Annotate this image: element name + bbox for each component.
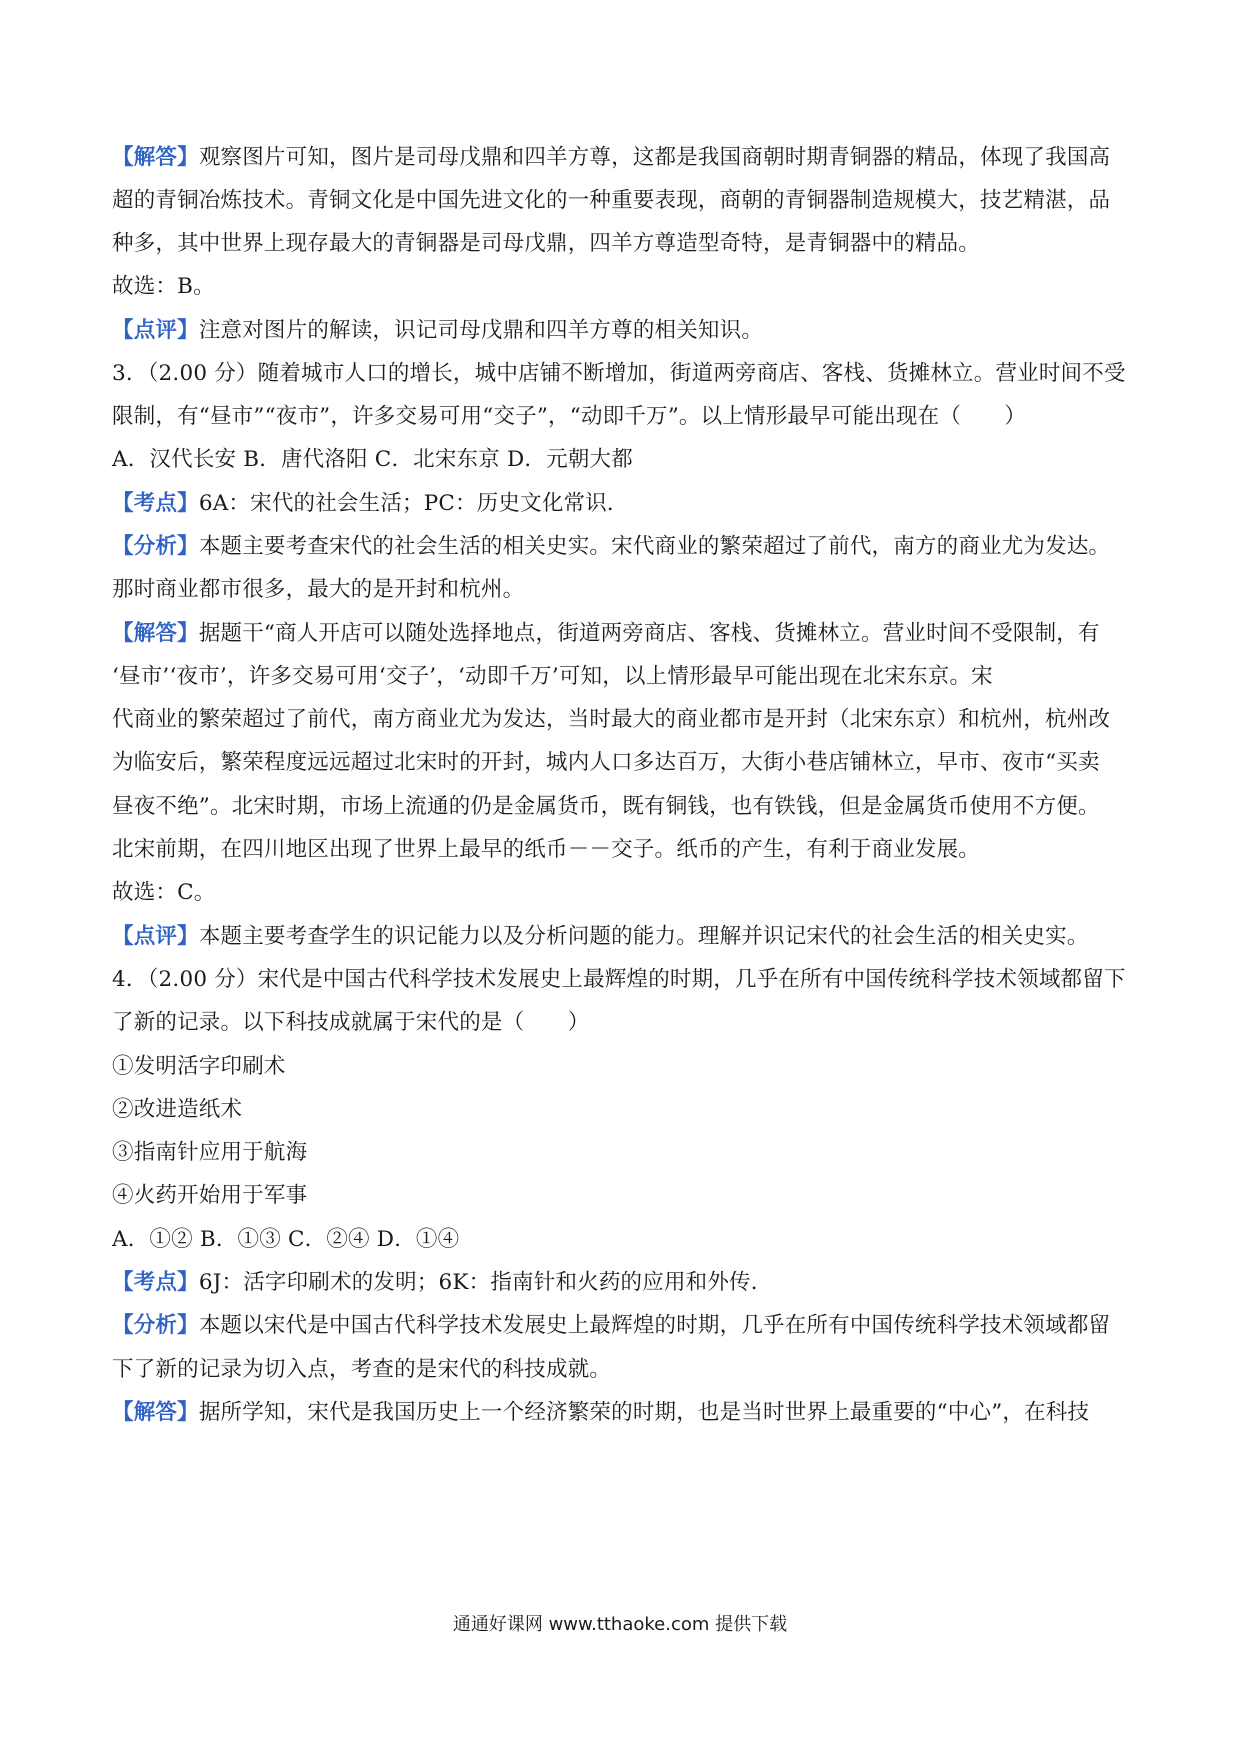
line-text: 下了新的记录为切入点，考查的是宋代的科技成就。 <box>112 1357 612 1382</box>
section-tag: 【考点】 <box>112 491 199 516</box>
line-text: 种多，其中世界上现存最大的青铜器是司母戊鼎，四羊方尊造型奇特，是青铜器中的精品。 <box>112 231 981 256</box>
line <box>112 1268 1132 1298</box>
line-text: 那时商业都市很多，最大的是开封和杭州。 <box>112 577 525 602</box>
line-text: 4．（2.00 分）宋代是中国古代科学技术发展史上最辉煌的时期，几乎在所有中国传统科学技术领域都留下 <box>112 967 1126 992</box>
line-text: 昼夜不绝”。北宋时期，市场上流通的仍是金属货币，既有铜钱，也有铁钱，但是金属货币使用不方便。 <box>112 794 1100 819</box>
section-tag: 【分析】 <box>112 534 199 559</box>
section-tag: 【点评】 <box>112 924 199 949</box>
line-text: 为临安后，繁荣程度远远超过北宋时的开封，城内人口多达百万，大街小巷店铺林立，早市、夜市“买卖 <box>112 750 1100 775</box>
line <box>112 1008 1132 1038</box>
line <box>112 922 1132 952</box>
line-text: 超的青铜冶炼技术。青铜文化是中国先进文化的一种重要表现，商朝的青铜器制造规模大，技艺精湛，品 <box>112 188 1111 213</box>
line-text: 限制，有“昼市”“夜市”，许多交易可用“交子”，“动即千万”。以上情形最早可能出现在（ ） <box>112 404 1027 429</box>
line-text: 北宋前期，在四川地区出现了世界上最早的纸币－－交子。纸币的产生，有利于商业发展。 <box>112 837 981 862</box>
line-text: A．汉代长安 B．唐代洛阳 C．北宋东京 D．元朝大都 <box>112 447 633 472</box>
line <box>112 1095 1132 1125</box>
line <box>112 445 1132 475</box>
line <box>112 229 1132 259</box>
section-tag: 【考点】 <box>112 1270 199 1295</box>
line <box>112 748 1132 778</box>
line-text: 本题主要考查宋代的社会生活的相关史实。宋代商业的繁荣超过了前代，南方的商业尤为发达。 <box>198 534 1111 559</box>
line-text: 本题主要考查学生的识记能力以及分析问题的能力。理解并识记宋代的社会生活的相关史实。 <box>198 924 1089 949</box>
section-tag: 【点评】 <box>112 318 199 343</box>
section-tag: 【解答】 <box>112 621 199 646</box>
line-text: 据所学知，宋代是我国历史上一个经济繁荣的时期，也是当时世界上最重要的“中心”，在科技 <box>198 1400 1090 1425</box>
line-text: 故选：B。 <box>112 274 215 299</box>
line-text: 故选：C。 <box>112 880 216 905</box>
line-text: 了新的记录。以下科技成就属于宋代的是（ ） <box>112 1010 590 1035</box>
line-text: 6A：宋代的社会生活；PC：历史文化常识． <box>198 491 629 516</box>
line-text: ③指南针应用于航海 <box>112 1140 308 1165</box>
line <box>112 835 1132 865</box>
page-footer: 通通好课网 www.tthaoke.com 提供下载 <box>452 1614 788 1635</box>
line-text: ②改进造纸术 <box>112 1097 243 1122</box>
line-text: ①发明活字印刷术 <box>112 1054 286 1079</box>
line <box>112 1311 1132 1341</box>
line <box>112 1052 1132 1082</box>
line <box>112 575 1132 605</box>
line <box>112 186 1132 216</box>
line-text: 据题干“商人开店可以随处选择地点，街道两旁商店、客栈、货摊林立。营业时间不受限制，有 <box>198 621 1100 646</box>
line <box>112 965 1132 995</box>
line <box>112 662 1132 692</box>
line-text: 本题以宋代是中国古代科学技术发展史上最辉煌的时期，几乎在所有中国传统科学技术领域都留 <box>198 1313 1111 1338</box>
line <box>112 1181 1132 1211</box>
line <box>112 1355 1132 1385</box>
line-text: 注意对图片的解读，识记司母戊鼎和四羊方尊的相关知识。 <box>198 318 764 343</box>
section-tag: 【解答】 <box>112 145 199 170</box>
line <box>112 1398 1132 1428</box>
line <box>112 619 1132 649</box>
line <box>112 489 1132 519</box>
line <box>112 878 1132 908</box>
line-text: ‘昼市’‘夜市’，许多交易可用‘交子’，‘动即千万’可知，以上情形最早可能出现在北宋东京。宋 <box>112 664 993 689</box>
line-text: 代商业的繁荣超过了前代，南方商业尤为发达，当时最大的商业都市是开封（北宋东京）和杭州，杭州改 <box>112 707 1111 732</box>
line-text: ④火药开始用于军事 <box>112 1183 308 1208</box>
line <box>112 316 1132 346</box>
line <box>112 1138 1132 1168</box>
section-tag: 【分析】 <box>112 1313 199 1338</box>
line <box>112 792 1132 822</box>
line <box>112 705 1132 735</box>
line-text: 观察图片可知，图片是司母戊鼎和四羊方尊，这都是我国商朝时期青铜器的精品，体现了我国高 <box>198 145 1111 170</box>
line <box>112 532 1132 562</box>
line-text: A．①② B．①③ C．②④ D．①④ <box>112 1227 460 1252</box>
line <box>112 1225 1132 1255</box>
line <box>112 143 1132 173</box>
line <box>112 402 1132 432</box>
line <box>112 272 1132 302</box>
line-text: 6J：活字印刷术的发明；6K：指南针和火药的应用和外传． <box>198 1270 773 1295</box>
section-tag: 【解答】 <box>112 1400 199 1425</box>
line-text: 3．（2.00 分）随着城市人口的增长，城中店铺不断增加，街道两旁商店、客栈、货摊林立。营业时间不受 <box>112 361 1126 386</box>
line <box>112 359 1132 389</box>
